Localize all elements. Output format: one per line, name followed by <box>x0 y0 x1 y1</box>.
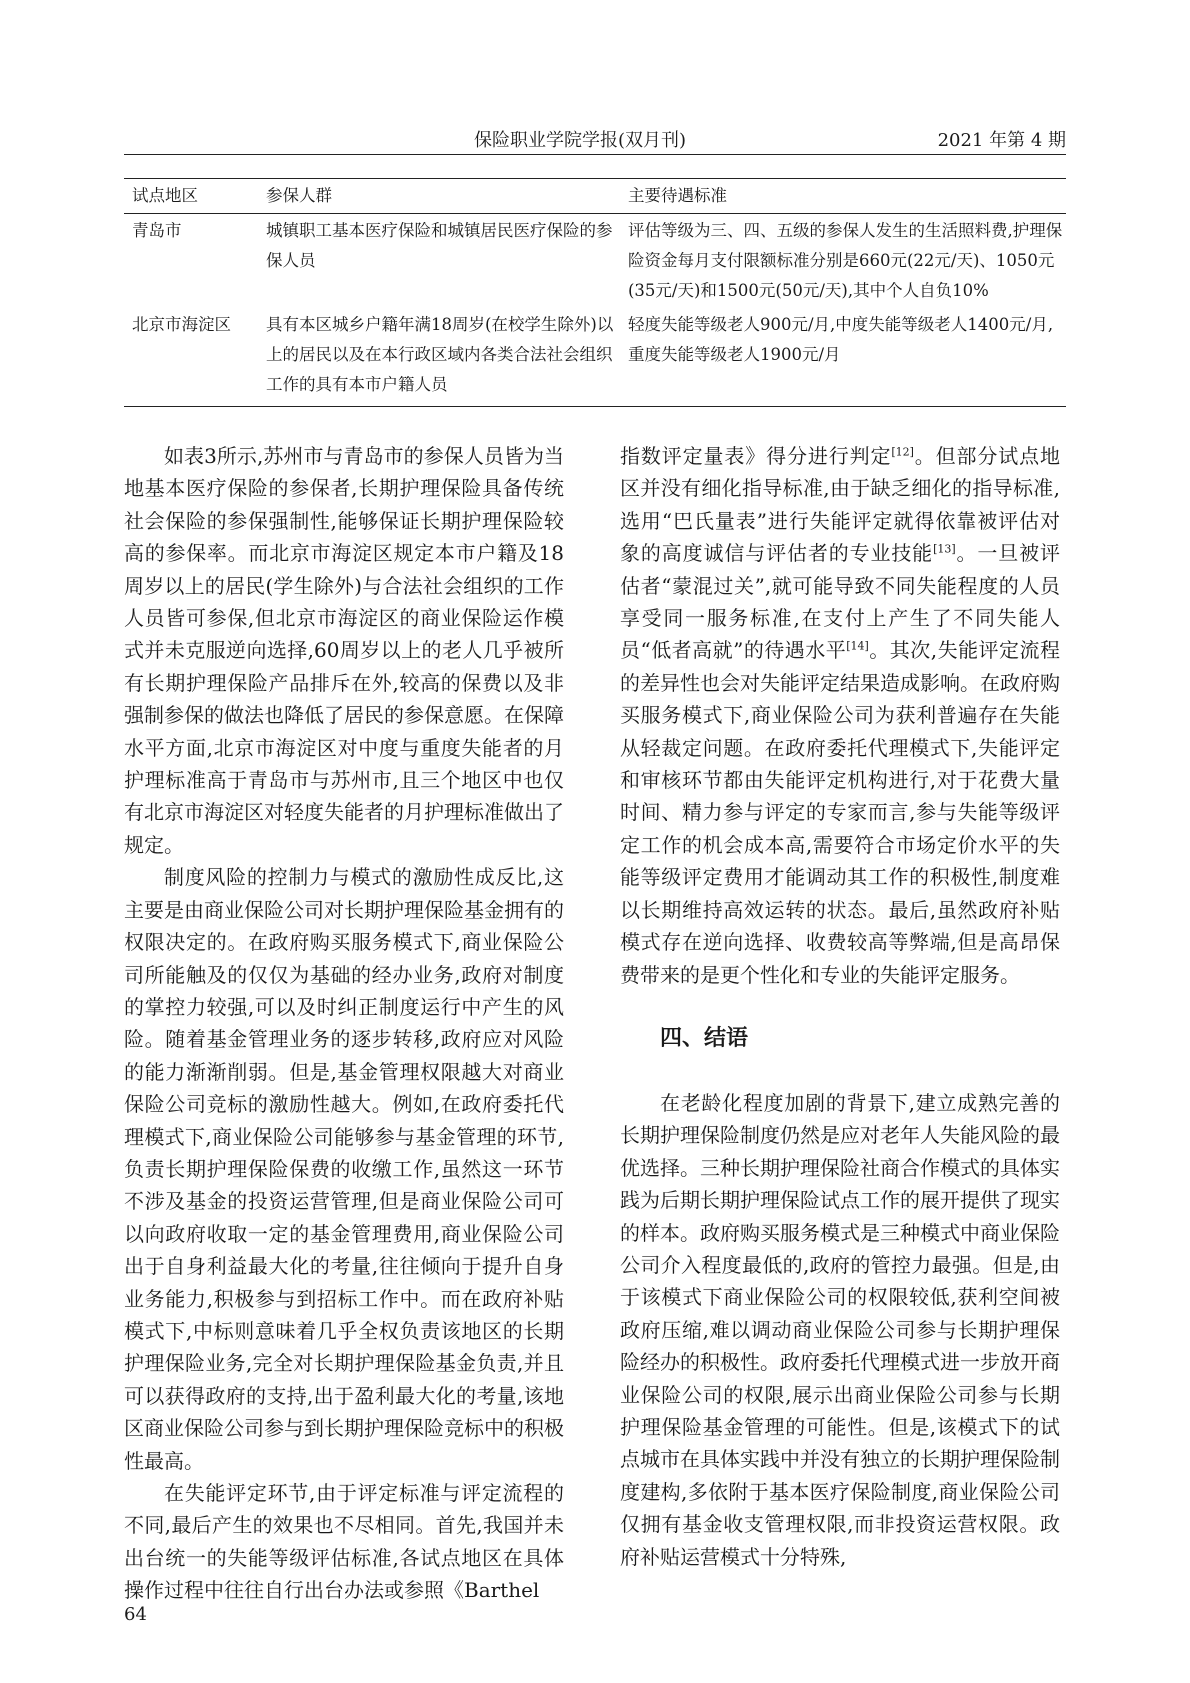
cell-insured: 城镇职工基本医疗保险和城镇居民医疗保险的参保人员 <box>266 221 613 270</box>
citation-12: [12] <box>891 445 914 459</box>
cell-region: 青岛市 <box>132 221 182 240</box>
cell-insured: 具有本区城乡户籍年满18周岁(在校学生除外)以上的居民以及在本行政区域内各类合法社会组织工作的具有本市户籍人员 <box>258 308 620 407</box>
citation-14: [14] <box>846 639 869 653</box>
running-header <box>124 126 1066 155</box>
cell-standard: 轻度失能等级老人900元/月,中度失能等级老人1400元/月,重度失能等级老人1900元/月 <box>620 308 1066 407</box>
page-number: 64 <box>124 1604 147 1625</box>
section-heading: 四、结语 <box>660 1025 749 1051</box>
citation-13: [13] <box>933 542 956 556</box>
right-column <box>620 440 1060 1573</box>
table-row <box>124 214 1066 309</box>
text-run: 。一旦被评估者“蒙混过关”,就可能导致不同失能程度的人员享受同一服务标准,在支付上产生了不同失能人员“低者高就”的待遇水平 <box>620 541 1061 663</box>
cell-standard: 评估等级为三、四、五级的参保人发生的生活照料费,护理保险资金每月支付限额标准分别是660元(22元/天)、1050元(35元/天)和1500元(50元/天),其中个人自负10% <box>628 221 1063 300</box>
paragraph: 如表3所示,苏州市与青岛市的参保人员皆为当地基本医疗保险的参保者,长期护理保险具备传统社会保险的参保强制性,能够保证长期护理保险较高的参保率。而北京市海淀区规定本市户籍及18周岁以上的居民(学生除外)与合法社会组织的工作人员皆可参保,但北京市海淀区的商业保险运作模式并未克服逆向选择,60周岁以上的老人几乎被所有长期护理保险产品排斥在外,较高的保费以及非强制参保的做法也降低了居民的参保意愿。在保障水平方面,北京市海淀区对中度与重度失能者的月护理标准高于青岛市与苏州市,且三个地区中也仅有北京市海淀区对轻度失能者的月护理标准做出了规定。 <box>124 444 564 857</box>
paragraph <box>620 440 1060 991</box>
text-run: 。其次,失能评定流程的差异性也会对失能评定结果造成影响。在政府购买服务模式下,商业保险公司为获利普遍存在失能从轻裁定问题。在政府委托代理模式下,失能评定和审核环节都由失能评定机构进行,对于花费大量时间、精力参与评定的专家而言,参与失能等级评定工作的机会成本高,需要符合市场定价水平的失能等级评定费用才能调动其工作的积极性,制度难以长期维持高效运转的状态。最后,虽然政府补贴模式存在逆向选择、收费较高等弊端,但是高昂保费带来的是更个性化和专业的失能评定服务。 <box>620 638 1061 987</box>
pilot-comparison-table <box>124 178 1066 407</box>
column-header-region: 试点地区 <box>124 179 258 214</box>
text-run: 指数评定量表》得分进行判定 <box>620 444 892 468</box>
paragraph: 制度风险的控制力与模式的激励性成反比,这主要是由商业保险公司对长期护理保险基金拥有的权限决定的。在政府购买服务模式下,商业保险公司所能触及的仅仅为基础的经办业务,政府对制度的掌控力较强,可以及时纠正制度运行中产生的风险。随着基金管理业务的逐步转移,政府应对风险的能力渐渐削弱。但是,基金管理权限越大对商业保险公司竞标的激励性越大。例如,在政府委托代理模式下,商业保险公司能够参与基金管理的环节,负责长期护理保险保费的收缴工作,虽然这一环节不涉及基金的投资运营管理,但是商业保险公司可以向政府收取一定的基金管理费用,商业保险公司出于自身利益最大化的考量,往往倾向于提升自身业务能力,积极参与到招标工作中。而在政府补贴模式下,中标则意味着几乎全权负责该地区的长期护理保险业务,完全对长期护理保险基金负责,并且可以获得政府的支持,出于盈利最大化的考量,该地区商业保险公司参与到长期护理保险竞标中的积极性最高。 <box>124 865 564 1473</box>
journal-title: 保险职业学院学报(双月刊) <box>474 130 687 151</box>
left-column <box>124 440 564 1607</box>
paragraph: 在老龄化程度加剧的背景下,建立成熟完善的长期护理保险制度仍然是应对老年人失能风险的最优选择。三种长期护理保险社商合作模式的具体实践为后期长期护理保险试点工作的展开提供了现实的样本。政府购买服务模式是三种模式中商业保险公司介入程度最低的,政府的管控力最强。但是,由于该模式下商业保险公司的权限较低,获利空间被政府压缩,难以调动商业保险公司参与长期护理保险经办的积极性。政府委托代理模式进一步放开商业保险公司的权限,展示出商业保险公司参与长期护理保险基金管理的可能性。但是,该模式下的试点城市在具体实践中并没有独立的长期护理保险制度建构,多依附于基本医疗保险制度,商业保险公司仅拥有基金收支管理权限,而非投资运营权限。政府补贴运营模式十分特殊, <box>620 1090 1060 1569</box>
column-header-insured: 参保人群 <box>258 179 620 214</box>
column-header-standard: 主要待遇标准 <box>620 179 1066 214</box>
text-run: 。但部分试点地区并没有细化指导标准,由于缺乏细化的指导标准,选用“巴氏量表”进行失能评定就得依靠被评估对象的高度诚信与评估者的专业技能 <box>620 444 1061 566</box>
paragraph: 在失能评定环节,由于评定标准与评定流程的不同,最后产生的效果也不尽相同。首先,我国并未出台统一的失能等级评估标准,各试点地区在具体操作过程中往往自行出台办法或参照《Barthel <box>124 1481 564 1603</box>
table-header-row <box>124 179 1066 214</box>
issue-number: 2021 年第 4 期 <box>937 130 1066 151</box>
cell-region: 北京市海淀区 <box>124 308 258 407</box>
table-row <box>124 308 1066 407</box>
